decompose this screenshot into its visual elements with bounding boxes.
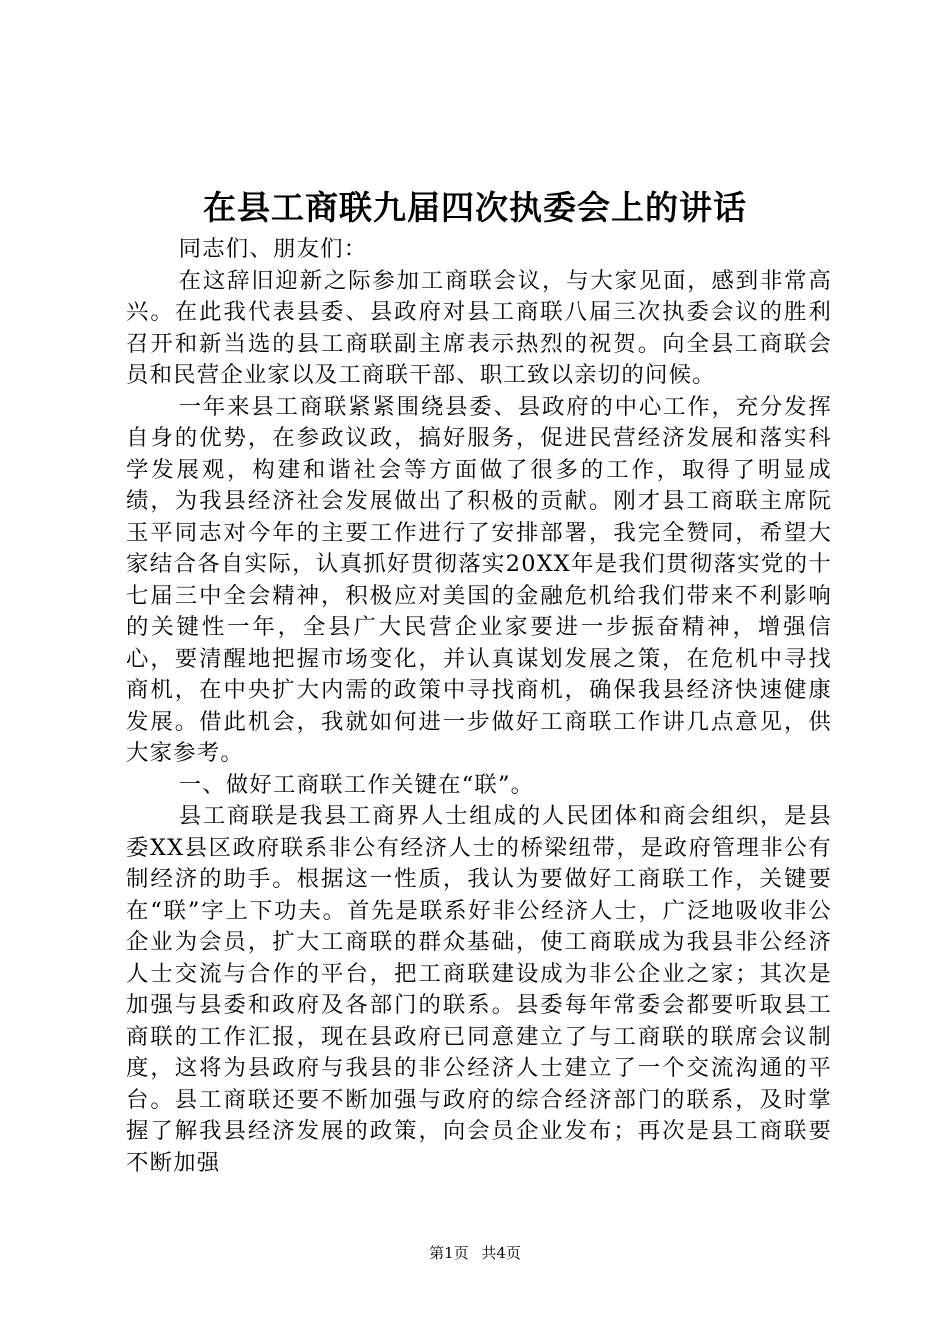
opening-paragraph: 在这辞旧迎新之际参加工商联会议，与大家见面，感到非常高兴。在此我代表县委、县政府对县工商联八届三次执委会议的胜利召开和新当选的县工商联副主席表示热烈的祝贺。向全县工商联会员和民营企业家以及工商联干部、职工致以亲切的问候。 xyxy=(126,267,832,388)
page-number: 第1页 xyxy=(429,1244,469,1262)
document-body xyxy=(126,234,832,1179)
salutation-paragraph: 同志们、朋友们： xyxy=(178,236,368,262)
page-footer xyxy=(0,1243,950,1263)
section-heading-1: 一、做好工商联工作关键在“联”。 xyxy=(178,771,535,798)
page-total: 共4页 xyxy=(481,1244,521,1262)
review-paragraph: 一年来县工商联紧紧围绕县委、县政府的中心工作，充分发挥自身的优势，在参政议政，搞好服务，促进民营经济发展和落实科学发展观，构建和谐社会等方面做了很多的工作，取得了明显成绩，为我县经济社会发展做出了积极的贡献。刚才县工商联主席阮玉平同志对今年的主要工作进行了安排部署，我完全赞同，希望大家结合各自实际，认真抓好贯彻落实20XX年是我们贯彻落实党的十七届三中全会精神，积极应对美国的金融危机给我们带来不利影响的关键性一年，全县广大民营企业家要进一步振奋精神，增强信心，要清醒地把握市场变化，并认真谋划发展之策，在危机中寻找商机，在中央扩大内需的政策中寻找商机，确保我县经济快速健康发展。借此机会，我就如何进一步做好工商联工作讲几点意见，供大家参考。 xyxy=(126,393,832,766)
document-title: 在县工商联九届四次执委会上的讲话 xyxy=(203,188,747,227)
section-1-paragraph: 县工商联是我县工商界人士组成的人民团体和商会组织，是县委XX县区政府联系非公有经济人士的桥梁纽带，是政府管理非公有制经济的助手。根据这一性质，我认为要做好工商联工作，关键要在“联”字上下功夫。首先是联系好非公经济人士，广泛地吸收非公企业为会员，扩大工商联的群众基础，使工商联成为我县非公经济人士交流与合作的平台，把工商联建设成为非公企业之家；其次是加强与县委和政府及各部门的联系。县委每年常委会都要听取县工商联的工作汇报，现在县政府已同意建立了与工商联的联席会议制度，这将为县政府与我县的非公经济人士建立了一个交流沟通的平台。县工商联还要不断加强与政府的综合经济部门的联系，及时掌握了解我县经济发展的政策，向会员企业发布；再次是县工商联要不断加强 xyxy=(126,803,832,1176)
